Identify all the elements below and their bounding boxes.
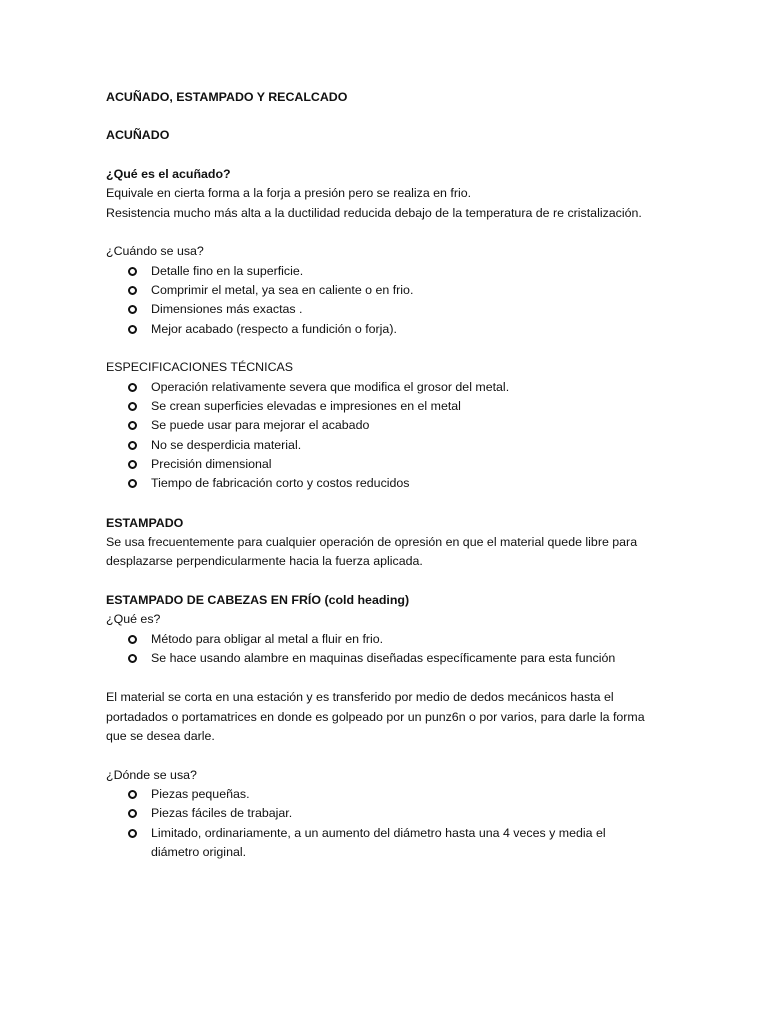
- bullet-icon: [128, 383, 137, 392]
- bullet-icon: [128, 479, 137, 488]
- list-item-text: Dimensiones más exactas .: [151, 302, 303, 316]
- list-item-text: Operación relativamente severa que modifica el grosor del metal.: [151, 380, 510, 394]
- section-heading-estampado: ESTAMPADO: [106, 516, 184, 530]
- section-heading-acunado: ACUÑADO: [106, 128, 170, 142]
- list-item-text: Se puede usar para mejorar el acabado: [151, 418, 370, 432]
- bullet-icon: [128, 325, 137, 334]
- section-heading-specs: ESPECIFICACIONES TÉCNICAS: [106, 360, 294, 374]
- question-cuando-se-usa: ¿Cuándo se usa?: [106, 244, 204, 258]
- list-item-text: Precisión dimensional: [151, 457, 272, 471]
- paragraph-line: Equivale en cierta forma a la forja a presión pero se realiza en frio.: [106, 186, 472, 200]
- bullet-icon: [128, 790, 137, 799]
- bullet-icon: [128, 441, 137, 450]
- list-item-text: No se desperdicia material.: [151, 438, 302, 452]
- list-item-continuation: diámetro original.: [151, 845, 247, 859]
- list-item-text: Tiempo de fabricación corto y costos reducidos: [151, 476, 410, 490]
- question-que-es-acunado: ¿Qué es el acuñado?: [106, 167, 231, 181]
- list-item-text: Se crean superficies elevadas e impresiones en el metal: [151, 399, 461, 413]
- list-item-text: Método para obligar al metal a fluir en frio.: [151, 632, 384, 646]
- paragraph-line: Resistencia mucho más alta a la ductilidad reducida debajo de la temperatura de re cristalización.: [106, 206, 642, 220]
- document-title: ACUÑADO, ESTAMPADO Y RECALCADO: [106, 90, 348, 104]
- bullet-icon: [128, 635, 137, 644]
- list-item-text: Piezas fáciles de trabajar.: [151, 806, 293, 820]
- paragraph-line: El material se corta en una estación y es transferido por medio de dedos mecánicos hasta el: [106, 690, 614, 704]
- bullet-icon: [128, 460, 137, 469]
- list-item-text: Mejor acabado (respecto a fundición o forja).: [151, 322, 397, 336]
- list-item-text: Comprimir el metal, ya sea en caliente o en frio.: [151, 283, 414, 297]
- bullet-icon: [128, 421, 137, 430]
- list-item-text: Detalle fino en la superficie.: [151, 264, 304, 278]
- bullet-icon: [128, 305, 137, 314]
- list-item-text: Piezas pequeñas.: [151, 787, 250, 801]
- bullet-icon: [128, 829, 137, 838]
- section-heading-cold-heading: ESTAMPADO DE CABEZAS EN FRÍO (cold heading): [106, 593, 410, 607]
- bullet-icon: [128, 809, 137, 818]
- question-donde-se-usa: ¿Dónde se usa?: [106, 768, 197, 782]
- paragraph-line: desplazarse perpendicularmente hacia la fuerza aplicada.: [106, 554, 423, 568]
- list-item-text: Se hace usando alambre en maquinas diseñadas específicamente para esta función: [151, 651, 616, 665]
- paragraph-line: portadados o portamatrices en donde es golpeado por un punz6n o por varios, para darle la forma: [106, 710, 645, 724]
- bullet-icon: [128, 654, 137, 663]
- paragraph-line: que se desea darle.: [106, 729, 215, 743]
- bullet-icon: [128, 402, 137, 411]
- question-que-es: ¿Qué es?: [106, 612, 161, 626]
- bullet-icon: [128, 267, 137, 276]
- paragraph-line: Se usa frecuentemente para cualquier operación de opresión en que el material quede libre para: [106, 535, 638, 549]
- bullet-icon: [128, 286, 137, 295]
- list-item-text: Limitado, ordinariamente, a un aumento del diámetro hasta una 4 veces y media el: [151, 826, 606, 840]
